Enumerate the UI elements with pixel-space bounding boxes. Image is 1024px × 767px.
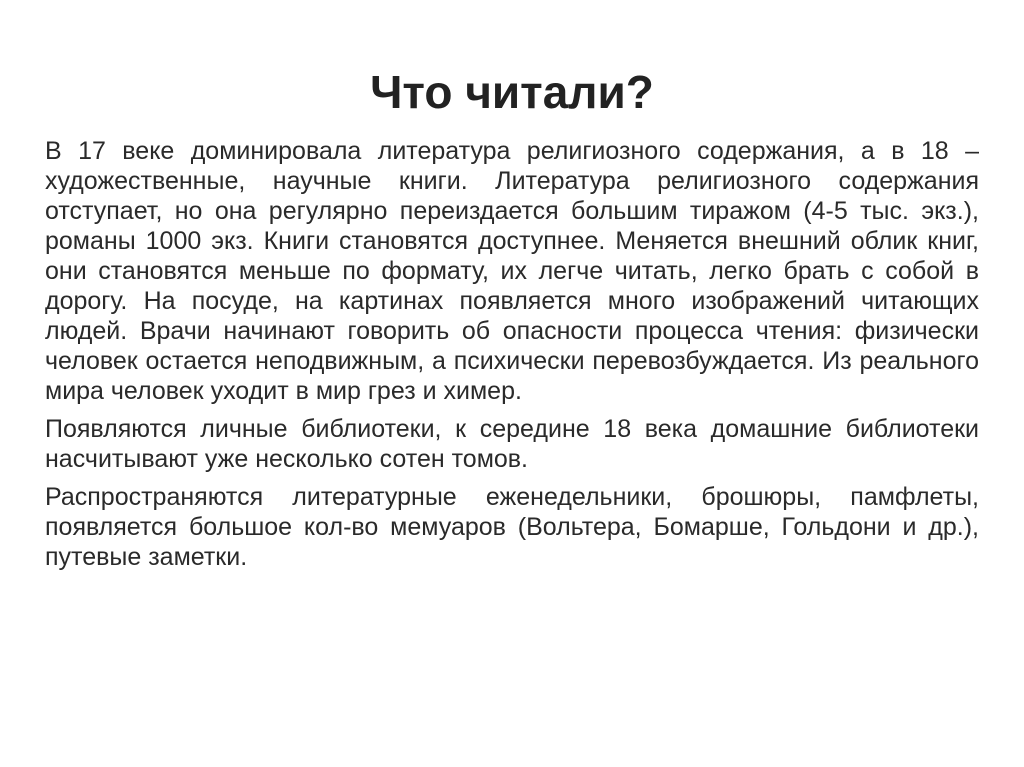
paragraph-weeklies-memoirs: Распространяются литературные еженедельники, брошюры, памфлеты, появляется большое кол-во мемуаров (Вольтера, Бомарше, Гольдони и др.), путевые заметки.	[45, 483, 979, 571]
slide-body	[45, 136, 979, 580]
slide-title: Что читали?	[370, 66, 654, 118]
paragraph-religious-literature: В 17 веке доминировала литература религиозного содержания, а в 18 – художественные, научные книги. Литература религиозного содержания отступает, но она регулярно переиздается большим тиражом (4-5 тыс. экз.), романы 1000 экз. Книги становятся доступнее. Меняется внешний облик книг, они становятся меньше по формату, их легче читать, легко брать с собой в дорогу. На посуде, на картинах появляется много изображений читающих людей. Врачи начинают говорить об опасности процесса чтения: физически человек остается неподвижным, а психически перевозбуждается. Из реального мира человек уходит в мир грез и химер.	[45, 137, 979, 405]
paragraph-personal-libraries: Появляются личные библиотеки, к середине 18 века домашние библиотеки насчитывают уже несколько сотен томов.	[45, 415, 979, 473]
